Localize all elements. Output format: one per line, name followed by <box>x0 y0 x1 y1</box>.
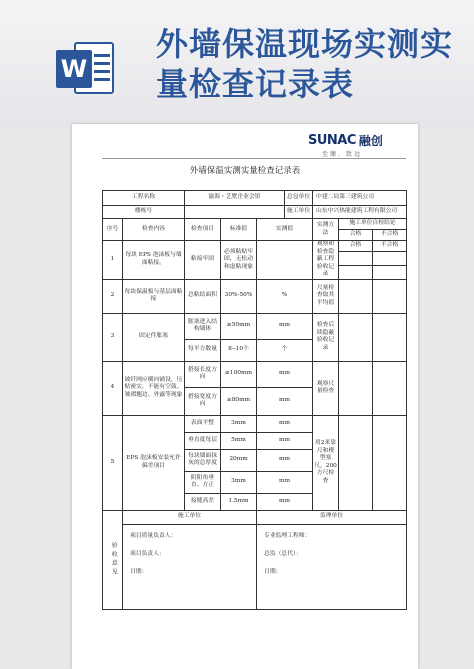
acceptance-label: 验收意见 <box>110 542 117 578</box>
row-measured: 个 <box>257 339 313 361</box>
date-left-label: 日期： <box>130 568 148 575</box>
signature-header-row <box>103 510 407 524</box>
row-item: 每平方数量 <box>185 339 221 361</box>
row-standard: ≥80mm <box>221 387 257 415</box>
construction-signature-cell <box>123 524 257 609</box>
row-item: 搭接长度方向 <box>185 361 221 387</box>
row-method: 观察和检查隐蔽工程验收记录 <box>313 241 339 280</box>
check-cell <box>339 361 373 415</box>
col-header-no: 序号 <box>103 219 123 241</box>
header-divider <box>102 158 406 159</box>
table-row <box>103 313 407 339</box>
col-header-qualified: 合格 <box>339 230 373 241</box>
subheader-qualified: 合格 <box>339 241 373 252</box>
table-row <box>103 279 407 313</box>
row-content: EPS 泡沫板安装允许偏差项目 <box>123 415 185 510</box>
row-item: 粘接牢固 <box>185 241 221 280</box>
word-letter-badge: W <box>56 50 92 88</box>
row-no: 2 <box>103 279 123 313</box>
check-cell <box>339 415 373 510</box>
row-content: 玻纤网应横向铺设，压贴密实，不能有空鼓、皱褶翘边、外露等现象 <box>123 361 185 415</box>
row-measured: % <box>257 279 313 313</box>
check-cell <box>373 252 407 266</box>
signature-row <box>103 524 407 609</box>
col-header-item: 检查项目 <box>185 219 221 241</box>
table-row <box>103 241 407 252</box>
supervision-engineer-label: 专业监理工程师： <box>264 532 311 539</box>
project-row <box>103 191 407 206</box>
row-item: 垂直度每层 <box>185 432 221 449</box>
construction-unit-label: 施工单位 <box>285 206 313 219</box>
document-page <box>72 124 418 669</box>
building-value <box>185 206 285 219</box>
logo-chinese: 融创 <box>358 134 383 148</box>
table-row <box>103 415 407 432</box>
building-row <box>103 206 407 219</box>
table-row <box>103 361 407 387</box>
row-standard: 30%-50% <box>221 279 257 313</box>
check-cell <box>373 279 407 313</box>
row-method: 用2米靠尺和楔型塞尺，200方尺检查 <box>313 415 339 510</box>
col-header-standard: 标准值 <box>221 219 257 241</box>
row-measured <box>257 241 313 280</box>
row-standard: 8--10个 <box>221 339 257 361</box>
quality-inspector-label: 项目质量负责人： <box>130 532 177 539</box>
row-measured: mm <box>257 387 313 415</box>
general-contractor: 中建二局第三建筑公司 <box>313 191 407 206</box>
row-no: 1 <box>103 241 123 280</box>
check-cell <box>339 252 373 266</box>
row-standard: 3mm <box>221 471 257 493</box>
row-measured: mm <box>257 493 313 510</box>
row-standard: 20mm <box>221 449 257 471</box>
row-measured: mm <box>257 415 313 432</box>
row-measured: mm <box>257 471 313 493</box>
row-standard: ≥100mm <box>221 361 257 387</box>
row-no: 4 <box>103 361 123 415</box>
row-content: 固定件胀塞 <box>123 313 185 361</box>
row-measured: mm <box>257 449 313 471</box>
chief-engineer-label: 总监（总代）： <box>264 550 302 557</box>
row-measured: mm <box>257 432 313 449</box>
row-standard: 必须粘贴牢固，无松动和虚粘现象 <box>221 241 257 280</box>
row-content: 每块 EPS 泡沫板与墙面粘接。 <box>123 241 185 280</box>
row-item: 接缝高差 <box>185 493 221 510</box>
construction-unit: 山东中兴热能建筑工程有限公司 <box>313 206 407 219</box>
project-name: 渝海・艺墅企业会馆 <box>185 191 285 206</box>
supervision-unit-heading: 监理单位 <box>257 510 407 524</box>
row-item: 表面平整 <box>185 415 221 432</box>
header-row <box>103 219 407 230</box>
date-right-label: 日期： <box>264 568 282 575</box>
row-method: 观察尺量检查 <box>313 361 339 415</box>
row-standard: ≥50mm <box>221 313 257 339</box>
row-method: 检查后续隐蔽验收记录 <box>313 313 339 361</box>
banner-title: 外墙保温现场实测实量检查记录表 <box>156 25 454 103</box>
check-cell <box>373 313 407 361</box>
check-cell <box>373 266 407 280</box>
row-item: 每块墙面抹灰的总厚度 <box>185 449 221 471</box>
sunac-logo <box>308 132 383 158</box>
col-header-measured: 实测值 <box>257 219 313 241</box>
col-header-unqualified: 不合格 <box>373 230 407 241</box>
inspection-table <box>102 190 407 610</box>
col-header-content: 检查内容 <box>123 219 185 241</box>
row-standard: 5mm <box>221 432 257 449</box>
logo-english: SUNAC <box>308 133 356 148</box>
acceptance-cell <box>103 510 123 609</box>
project-name-label: 工程名称 <box>103 191 185 206</box>
row-measured: mm <box>257 313 313 339</box>
row-item: 搭接宽度方向 <box>185 387 221 415</box>
construction-unit-heading: 施工单位 <box>123 510 257 524</box>
project-manager-label: 项目负责人： <box>130 550 165 557</box>
row-standard: 1.5mm <box>221 493 257 510</box>
check-cell <box>373 415 407 510</box>
row-no: 5 <box>103 415 123 510</box>
supervision-signature-cell <box>257 524 407 609</box>
row-item: 胀塞进入结构墙体 <box>185 313 221 339</box>
check-cell <box>373 361 407 415</box>
row-no: 3 <box>103 313 123 361</box>
row-standard: 3mm <box>221 415 257 432</box>
col-header-spot-check: 施工单位自检结论 <box>339 219 407 230</box>
building-label: 楼栋号 <box>103 206 185 219</box>
check-cell <box>339 266 373 280</box>
document-title: 外墙保温实测实量检查记录表 <box>189 166 301 176</box>
subheader-unqualified: 不合格 <box>373 241 407 252</box>
row-method: 尺量检查取其平均值 <box>313 279 339 313</box>
row-item: 阴阳角垂直、方正 <box>185 471 221 493</box>
general-contractor-label: 总包单位 <box>285 191 313 206</box>
row-item: 总粘结面积 <box>185 279 221 313</box>
check-cell <box>339 279 373 313</box>
col-header-method: 实测方法 <box>313 219 339 241</box>
banner <box>0 0 474 128</box>
word-app-icon <box>56 40 116 96</box>
logo-slogan: 至臻．致远 <box>322 151 363 158</box>
check-cell <box>339 313 373 361</box>
row-measured: mm <box>257 361 313 387</box>
row-content: 每块保温板与基层面粘接 <box>123 279 185 313</box>
